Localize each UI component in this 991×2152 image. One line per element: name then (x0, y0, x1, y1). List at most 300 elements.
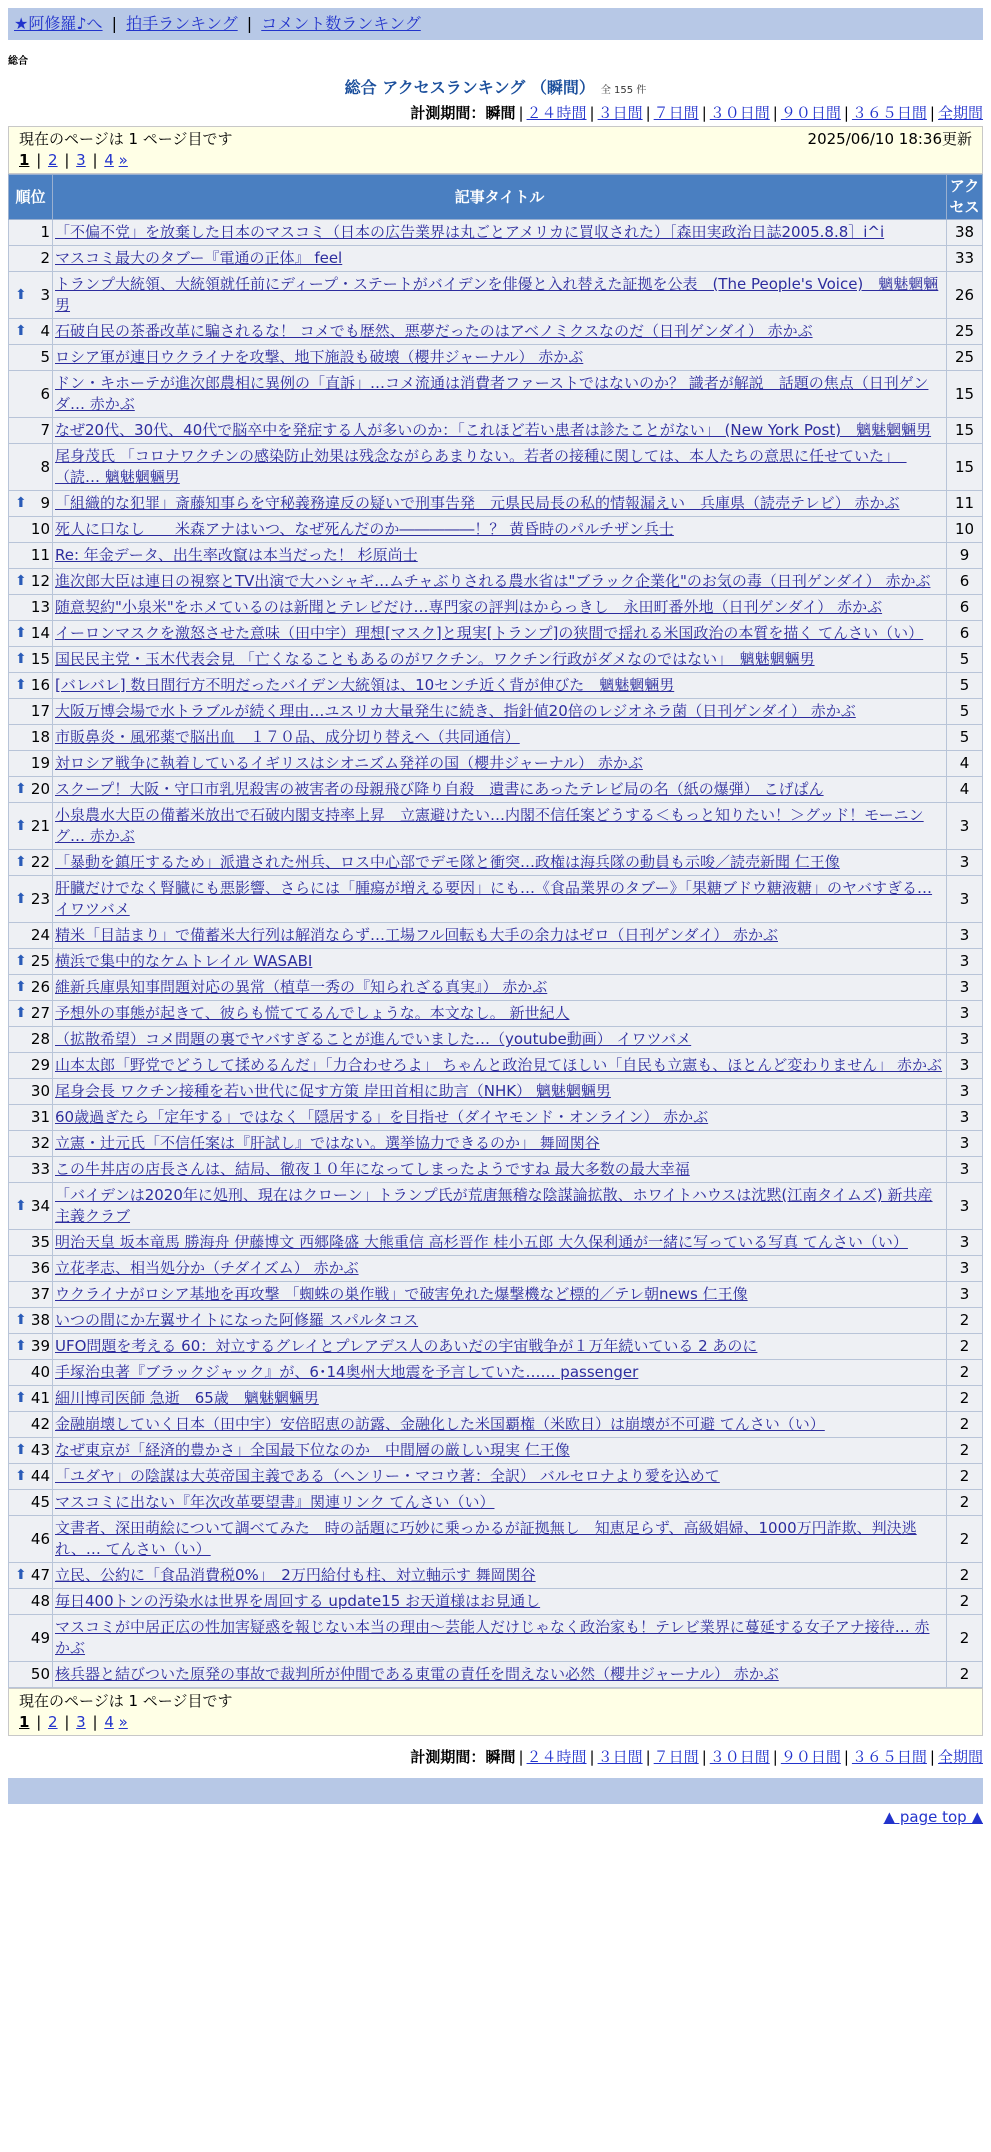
title-cell (53, 673, 947, 699)
title-cell (53, 647, 947, 673)
title-cell (53, 850, 947, 876)
article-link[interactable]: 「不偏不党」を放棄した日本のマスコミ（日本の広告業界は丸ごとアメリカに買収された）［森田実政治日誌2005.8.8］i^i (55, 223, 885, 241)
ranking-table (8, 174, 983, 1688)
access-count: 2 (947, 1662, 983, 1688)
article-link[interactable]: 尾身会長 ワクチン接種を若い世代に促す方策 岸田首相に助言（NHK） 魑魅魍魎男 (55, 1082, 611, 1100)
comment-ranking-link[interactable]: コメント数ランキング (261, 14, 421, 33)
rank-number: 34 (30, 1196, 50, 1215)
title-cell (53, 1334, 947, 1360)
rank-number: 43 (30, 1441, 50, 1459)
article-link[interactable]: 立民、公約に「食品消費税0%」 2万円給付も柱、対立軸示す 舞岡関谷 (55, 1566, 536, 1584)
article-link[interactable]: 市販鼻炎・風邪薬で脳出血 １７０品、成分切り替えへ（共同通信） (55, 728, 520, 746)
access-count: 11 (947, 491, 983, 517)
rank-cell (9, 1053, 53, 1079)
access-count: 6 (947, 569, 983, 595)
access-count: 3 (947, 975, 983, 1001)
rank-up-arrow-icon: ⬆ (15, 651, 27, 667)
title-cell (53, 1516, 947, 1563)
rank-cell (9, 1490, 53, 1516)
title-cell (53, 569, 947, 595)
period-separator: | (843, 104, 849, 122)
page-link[interactable]: 3 (76, 1713, 86, 1731)
rank-up-arrow-icon: ⬆ (15, 573, 27, 589)
access-count: 3 (947, 923, 983, 949)
rank-cell (9, 1464, 53, 1490)
home-link[interactable]: ★阿修羅♪へ (14, 14, 103, 33)
table-row (9, 1334, 983, 1360)
period-link[interactable]: ３日間 (597, 1748, 643, 1766)
page-top-area (8, 1808, 983, 1826)
article-link[interactable]: 死人に口なし 米森アナはいつ、なぜ死んだのか―――――！？ 黄昏時のパルチザン兵士 (55, 520, 674, 538)
access-count: 5 (947, 699, 983, 725)
rank-cell (9, 319, 53, 345)
access-count: 3 (947, 949, 983, 975)
rank-up-arrow-icon: ⬆ (15, 1468, 27, 1484)
article-link[interactable]: 手塚治虫著『ブラックジャック』が、6･14奥州大地震を予言していた…… passenger (55, 1363, 639, 1381)
next-page-link[interactable]: » (118, 151, 128, 169)
rank-number: 38 (30, 1311, 50, 1329)
article-link[interactable]: 「組織的な犯罪」斎藤知事らを守秘義務違反の疑いで刑事告発 元県民局長の私的情報漏えい 兵庫県（読売テレビ） 赤かぶ (55, 494, 900, 512)
access-count: 5 (947, 673, 983, 699)
period-link[interactable]: ７日間 (653, 104, 699, 122)
ranking-title: 総合 アクセスランキング （瞬間） (344, 78, 595, 97)
period-link[interactable]: ９０日間 (780, 104, 841, 122)
rank-up-arrow-icon: ⬆ (15, 495, 27, 511)
title-cell (53, 543, 947, 569)
pager-status-row (19, 1691, 972, 1712)
rank-cell (9, 725, 53, 751)
page-top-link[interactable]: ▲ page top ▲ (883, 1808, 983, 1826)
table-row (9, 418, 983, 444)
page-separator: | (87, 151, 103, 169)
title-cell (53, 725, 947, 751)
access-count: 3 (947, 1256, 983, 1282)
rank-number: 22 (30, 853, 50, 871)
footer-bar (8, 1778, 983, 1804)
period-link[interactable]: ２４時間 (526, 1748, 587, 1766)
table-row (9, 699, 983, 725)
article-link[interactable]: 細川博司医師 急逝 65歳 魑魅魍魎男 (55, 1389, 319, 1407)
article-link[interactable]: マスコミ最大のタブー『電通の正体』 feel (55, 249, 343, 267)
rank-up-arrow-icon: ⬆ (15, 1197, 27, 1214)
title-cell (53, 777, 947, 803)
table-row (9, 673, 983, 699)
title-cell (53, 1230, 947, 1256)
article-link[interactable]: マスコミが中居正広の性加害疑惑を報じない本当の理由〜芸能人だけじゃなく政治家も！テレビ業界に蔓延する女子アナ接待… 赤かぶ (55, 1618, 930, 1657)
title-cell (53, 699, 947, 725)
table-row (9, 1157, 983, 1183)
table-row (9, 621, 983, 647)
access-count: 3 (947, 1105, 983, 1131)
rank-number: 21 (30, 816, 50, 835)
article-link[interactable]: 核兵器と結びついた原発の事故で裁判所が仲間である東電の責任を問えない必然（櫻井ジャーナル） 赤かぶ (55, 1665, 779, 1683)
rank-number: 17 (30, 702, 50, 720)
rank-cell (9, 444, 53, 491)
rank-number: 19 (30, 754, 50, 772)
period-link[interactable]: ３６５日間 (851, 1748, 927, 1766)
title-cell (53, 1662, 947, 1688)
access-count: 25 (947, 345, 983, 371)
rank-up-arrow-icon: ⬆ (15, 1390, 27, 1406)
access-count: 3 (947, 803, 983, 850)
article-link[interactable]: この牛丼店の店長さんは、結局、徹夜１０年になってしまったようですね 最大多数の最大幸福 (55, 1160, 690, 1178)
article-link[interactable]: ドン・キホーテが進次郎農相に異例の「直訴」…コメ流通は消費者ファーストではないのか？ 識者が解説 話題の焦点（日刊ゲンダ… 赤かぶ (55, 374, 929, 413)
rank-number: 23 (30, 889, 50, 908)
article-link[interactable]: スクープ！大阪・守口市乳児殺害の被害者の母親飛び降り自殺 遺書にあったテレビ局の名（紙の爆弾） こげぱん (55, 780, 824, 798)
period-link[interactable]: ２４時間 (526, 104, 587, 122)
article-link[interactable]: なぜ20代、30代、40代で脳卒中を発症する人が多いのか：「これほど若い患者は診たことがない」 (New York Post) 魑魅魍魎男 (55, 421, 932, 439)
table-row (9, 876, 983, 923)
title-cell (53, 418, 947, 444)
table-row (9, 850, 983, 876)
period-link[interactable]: ７日間 (653, 1748, 699, 1766)
period-link[interactable]: ３０日間 (709, 104, 770, 122)
table-row (9, 1131, 983, 1157)
access-count: 6 (947, 621, 983, 647)
rank-number: 44 (30, 1467, 50, 1485)
article-link[interactable]: （拡散希望）コメ問題の裏でヤバすぎることが進んでいました…（youtube動画） イワツバメ (55, 1030, 692, 1048)
rank-up-arrow-icon: ⬆ (15, 677, 27, 693)
rank-cell (9, 751, 53, 777)
article-link[interactable]: 横浜で集中的なケムトレイル WASABI (55, 952, 313, 970)
article-link[interactable]: 肝臓だけでなく腎臓にも悪影響、さらには「腫瘍が増える要因」にも…《食品業界のタブー》「果糖ブドウ糖液糖」のヤバすぎる… イワツバメ (55, 879, 933, 918)
period-separator: | (929, 1748, 935, 1766)
table-row (9, 272, 983, 319)
rank-up-arrow-icon: ⬆ (15, 625, 27, 641)
title-cell (53, 1256, 947, 1282)
count-column-header: アクセス (947, 175, 983, 220)
rank-cell (9, 272, 53, 319)
next-page-link[interactable]: » (118, 1713, 128, 1731)
table-row (9, 1662, 983, 1688)
title-cell (53, 220, 947, 246)
article-link[interactable]: 対ロシア戦争に執着しているイギリスはシオニズム発祥の国（櫻井ジャーナル） 赤かぶ (55, 754, 643, 772)
pagination (19, 150, 972, 171)
rank-number: 3 (40, 285, 50, 304)
rank-column-header: 順位 (9, 175, 53, 220)
rank-number: 12 (30, 572, 50, 590)
rank-number: 27 (30, 1004, 50, 1022)
article-link[interactable]: 国民民主党・玉木代表会見 「亡くなることもあるのがワクチン。ワクチン行政がダメなのではない」 魑魅魍魎男 (55, 650, 815, 668)
rank-cell (9, 699, 53, 725)
article-link[interactable]: 進次郎大臣は連日の視察とTV出演で大ハシャギ…ムチャぶりされる農水省は"ブラック企業化"のお気の毒（日刊ゲンダイ） 赤かぶ (55, 572, 931, 590)
access-count: 26 (947, 272, 983, 319)
rank-cell (9, 1183, 53, 1230)
title-cell (53, 975, 947, 1001)
article-link[interactable]: 立憲・辻元氏「不信任案は『肝試し』ではない。選挙協力できるのか」 舞岡関谷 (55, 1134, 600, 1152)
article-link[interactable]: 精米「目詰まり」で備蓄米大行列は解消ならず…工場フル回転も大手の余力はゼロ（日刊ゲンダイ） 赤かぶ (55, 926, 778, 944)
title-column-header: 記事タイトル (53, 175, 947, 220)
rank-cell (9, 1079, 53, 1105)
rank-number: 45 (30, 1493, 50, 1511)
article-link[interactable]: ウクライナがロシア基地を再攻撃 「蜘蛛の巣作戦」で破害免れた爆撃機など標的／テレ朝news 仁王像 (55, 1285, 748, 1303)
period-separator: | (772, 104, 778, 122)
rank-number: 30 (30, 1082, 50, 1100)
table-row (9, 1256, 983, 1282)
page-separator: | (59, 1713, 75, 1731)
period-separator: | (589, 104, 595, 122)
table-row (9, 1412, 983, 1438)
article-link[interactable]: 石破自民の茶番改革に騙されるな！ コメでも歴然、悪夢だったのはアベノミクスなのだ（日刊ゲンダイ） 赤かぶ (55, 322, 813, 340)
table-row (9, 1027, 983, 1053)
rank-number: 39 (30, 1337, 50, 1355)
table-row (9, 1386, 983, 1412)
access-count: 33 (947, 246, 983, 272)
access-count: 3 (947, 1001, 983, 1027)
period-link[interactable]: ３０日間 (709, 1748, 770, 1766)
access-count: 3 (947, 1131, 983, 1157)
title-cell (53, 1615, 947, 1662)
access-count: 3 (947, 1027, 983, 1053)
rank-number: 42 (30, 1415, 50, 1433)
article-link[interactable]: 「ユダヤ」の陰謀は大英帝国主義である（ヘンリー・マコウ著：全訳） バルセロナより愛を込めて (55, 1467, 720, 1485)
article-link[interactable]: 明治天皇 坂本竜馬 勝海舟 伊藤博文 西郷隆盛 大熊重信 高杉晋作 桂小五郎 大久保利通が一緒に写っている写真 てんさい（い） (55, 1233, 908, 1251)
table-row (9, 1589, 983, 1615)
rank-number: 13 (30, 598, 50, 616)
table-row (9, 647, 983, 673)
access-count: 3 (947, 876, 983, 923)
rank-number: 9 (40, 494, 50, 512)
title-cell (53, 751, 947, 777)
period-link[interactable]: ９０日間 (780, 1748, 841, 1766)
article-link[interactable]: 山本太郎「野党でどうして揉めるんだ」「力合わせろよ」 ちゃんと政治見てほしい「自民も立憲も、ほとんど変わりません」 赤かぶ (55, 1056, 943, 1074)
title-cell (53, 949, 947, 975)
rank-cell (9, 517, 53, 543)
period-separator: | (645, 104, 651, 122)
rank-cell (9, 777, 53, 803)
rank-cell (9, 1256, 53, 1282)
title-cell (53, 272, 947, 319)
article-link[interactable]: トランプ大統領、大統領就任前にディープ・ステートがバイデンを俳優と入れ替えた証拠を公表 (The People's Voice) 魑魅魍魎男 (55, 275, 939, 314)
table-row (9, 949, 983, 975)
article-link[interactable]: 毎日400トンの汚染水は世界を周回する update15 お天道様はお見通し (55, 1592, 541, 1610)
title-cell (53, 1360, 947, 1386)
article-link[interactable]: 大阪万博会場で水トラブルが続く理由…ユスリカ大量発生に続き、指針値20倍のレジオネラ菌（日刊ゲンダイ） 赤かぶ (55, 702, 856, 720)
rank-cell (9, 1589, 53, 1615)
title-cell (53, 491, 947, 517)
article-link[interactable]: 「バイデンは2020年に処刑、現在はクローン」トランプ氏が荒唐無稽な陰謀論拡散、ホワイトハウスは沈黙(江南タイムズ) 新共産主義クラブ (55, 1186, 933, 1225)
access-count: 2 (947, 1464, 983, 1490)
rank-up-arrow-icon: ⬆ (15, 781, 27, 797)
rank-number: 14 (30, 624, 50, 642)
article-link[interactable]: 「暴動を鎮圧するため」派遣された州兵、ロス中心部でデモ隊と衝突…政権は海兵隊の動員も示唆／読売新聞 仁王像 (55, 853, 840, 871)
title-cell (53, 1053, 947, 1079)
title-cell (53, 1157, 947, 1183)
rank-number: 1 (40, 223, 50, 241)
rank-number: 16 (30, 676, 50, 694)
rank-number: 15 (30, 650, 50, 668)
table-row (9, 246, 983, 272)
period-link[interactable]: 全期間 (937, 104, 983, 122)
title-cell (53, 1183, 947, 1230)
rank-number: 8 (40, 457, 50, 476)
table-row (9, 543, 983, 569)
article-link[interactable]: UFO問題を考える 60：対立するグレイとプレアデス人のあいだの宇宙戦争が１万年続いている 2 あのに (55, 1337, 758, 1355)
rank-up-arrow-icon: ⬆ (15, 1338, 27, 1354)
title-cell (53, 246, 947, 272)
nav-separator: | (111, 14, 118, 33)
article-link[interactable]: 維新兵庫県知事問題対応の異常（植草一秀の『知られざる真実』） 赤かぶ (55, 978, 548, 996)
access-count: 25 (947, 319, 983, 345)
rank-cell (9, 491, 53, 517)
access-count: 10 (947, 517, 983, 543)
access-count: 2 (947, 1516, 983, 1563)
title-cell (53, 923, 947, 949)
rank-cell (9, 1105, 53, 1131)
article-link[interactable]: いつの間にか左翼サイトになった阿修羅 スパルタコス (55, 1311, 419, 1329)
rank-up-arrow-icon: ⬆ (15, 854, 27, 870)
page-link[interactable]: 4 (104, 1713, 114, 1731)
rank-cell (9, 1438, 53, 1464)
article-link[interactable]: イーロンマスクを激怒させた意味（田中宇）理想[マスク]と現実[トランプ]の狭間で揺れる米国政治の本質を描く てんさい（い） (55, 624, 924, 642)
article-link[interactable]: 予想外の事態が起きて、彼らも慌ててるんでしょうな。本文なし。 新世紀人 (55, 1004, 570, 1022)
title-cell (53, 1563, 947, 1589)
access-count: 2 (947, 1334, 983, 1360)
period-separator: | (518, 104, 524, 122)
rank-number: 4 (40, 322, 50, 340)
current-page: 1 (19, 1713, 30, 1731)
title-cell (53, 319, 947, 345)
rank-number: 50 (30, 1665, 50, 1683)
access-count: 15 (947, 444, 983, 491)
page-separator: | (59, 151, 75, 169)
rank-number: 48 (30, 1592, 50, 1610)
article-link[interactable]: 立花孝志、相当処分か（チダイズム） 赤かぶ (55, 1259, 359, 1277)
article-link[interactable]: マスコミに出ない『年次改革要望書』関連リンク てんさい（い） (55, 1493, 495, 1511)
title-cell (53, 595, 947, 621)
article-link[interactable]: 小泉農水大臣の備蓄米放出で石破内閣支持率上昇 立憲避けたい…内閣不信任案どうする＜もっと知りたい！＞グッド！モーニング… 赤かぶ (55, 806, 924, 845)
rank-cell (9, 1386, 53, 1412)
table-row (9, 1615, 983, 1662)
rank-number: 29 (30, 1056, 50, 1074)
title-cell (53, 1308, 947, 1334)
page-separator: | (31, 1713, 47, 1731)
pagination (19, 1712, 972, 1733)
access-count: 2 (947, 1386, 983, 1412)
title-cell (53, 1464, 947, 1490)
access-count: 2 (947, 1360, 983, 1386)
title-cell (53, 1438, 947, 1464)
article-link[interactable]: Re: 年金データ、出生率改竄は本当だった！ 杉原尚士 (55, 546, 418, 564)
section-label: 総合 (8, 56, 28, 67)
rank-cell (9, 569, 53, 595)
table-row (9, 1490, 983, 1516)
period-separator: | (645, 1748, 651, 1766)
rank-up-arrow-icon: ⬆ (15, 1442, 27, 1458)
table-row (9, 1563, 983, 1589)
article-link[interactable]: 文書者、深田萌絵について調べてみた 時の話題に巧妙に乗っかるが証拠無し 知恵足らず、高級娼婦、1000万円詐欺、判決逃れ、… てんさい（い） (55, 1519, 917, 1558)
access-count: 5 (947, 647, 983, 673)
rank-number: 40 (30, 1363, 50, 1381)
rank-number: 24 (30, 926, 50, 944)
rank-cell (9, 1662, 53, 1688)
rank-number: 5 (40, 348, 50, 366)
rank-up-arrow-icon: ⬆ (15, 1567, 27, 1583)
article-link[interactable]: 金融崩壊していく日本（田中宇）安倍昭恵の訪露、金融化した米国覇権（米欧日）は崩壊が不可避 てんさい（い） (55, 1415, 825, 1433)
rank-number: 35 (30, 1233, 50, 1251)
page-link[interactable]: 2 (48, 1713, 58, 1731)
rank-number: 2 (40, 249, 50, 267)
rank-cell (9, 673, 53, 699)
period-label: 計測期間： (410, 1748, 486, 1766)
period-link[interactable]: ３日間 (597, 104, 643, 122)
rank-number: 6 (40, 384, 50, 403)
table-row (9, 491, 983, 517)
title-cell (53, 621, 947, 647)
article-link[interactable]: 60歳過ぎたら「定年する」ではなく「隠居する」を目指せ（ダイヤモンド・オンライン） 赤かぶ (55, 1108, 709, 1126)
rank-number: 37 (30, 1285, 50, 1303)
period-link[interactable]: 全期間 (937, 1748, 983, 1766)
access-count: 5 (947, 725, 983, 751)
article-link[interactable]: 尾身茂氏 「コロナワクチンの感染防止効果は残念ながらあまりない。若者の接種に関しては、本人たちの意思に任せていた」 （読… 魑魅魍魎男 (55, 447, 907, 486)
page-link[interactable]: 3 (76, 151, 86, 169)
rank-number: 41 (30, 1389, 50, 1407)
access-count: 4 (947, 777, 983, 803)
rank-number: 26 (30, 978, 50, 996)
applause-ranking-link[interactable]: 拍手ランキング (126, 14, 238, 33)
rank-number: 25 (30, 952, 50, 970)
page-link[interactable]: 4 (104, 151, 114, 169)
rank-cell (9, 647, 53, 673)
rank-cell (9, 1027, 53, 1053)
article-link[interactable]: なぜ東京が「経済的豊かさ」全国最下位なのか 中間層の厳しい現実 仁王像 (55, 1441, 570, 1459)
rank-number: 20 (30, 780, 50, 798)
rank-up-arrow-icon: ⬆ (15, 979, 27, 995)
period-current: 瞬間 (485, 1748, 516, 1766)
rank-cell (9, 621, 53, 647)
table-row (9, 1001, 983, 1027)
rank-cell (9, 1282, 53, 1308)
rank-up-arrow-icon: ⬆ (15, 890, 27, 907)
period-link[interactable]: ３６５日間 (851, 104, 927, 122)
pager-top (8, 126, 983, 174)
access-count: 3 (947, 1230, 983, 1256)
period-label: 計測期間： (410, 104, 486, 122)
title-cell (53, 1589, 947, 1615)
access-count: 4 (947, 751, 983, 777)
page-separator: | (31, 151, 47, 169)
rank-cell (9, 1131, 53, 1157)
table-row (9, 1360, 983, 1386)
article-link[interactable]: ロシア軍が連日ウクライナを攻撃、地下施設も破壊（櫻井ジャーナル） 赤かぶ (55, 348, 584, 366)
title-cell (53, 876, 947, 923)
rank-cell (9, 975, 53, 1001)
access-count: 9 (947, 543, 983, 569)
rank-cell (9, 595, 53, 621)
access-count: 2 (947, 1438, 983, 1464)
page-link[interactable]: 2 (48, 151, 58, 169)
period-selector-top (8, 102, 983, 124)
rank-cell (9, 1360, 53, 1386)
pager-status: 現在のページは 1 ページ目です (19, 1692, 233, 1710)
page-separator: | (87, 1713, 103, 1731)
title-cell (53, 1131, 947, 1157)
period-separator: | (518, 1748, 524, 1766)
rank-cell (9, 1334, 53, 1360)
rank-cell (9, 923, 53, 949)
article-link[interactable]: [バレバレ] 数日間行方不明だったバイデン大統領は、10センチ近く背が伸びた 魑魅魍魎男 (55, 676, 675, 694)
nav-separator: | (246, 14, 253, 33)
period-separator: | (772, 1748, 778, 1766)
access-count: 2 (947, 1308, 983, 1334)
rank-cell (9, 220, 53, 246)
rank-cell (9, 949, 53, 975)
title-cell (53, 371, 947, 418)
rank-number: 7 (40, 421, 50, 439)
pager-status-row (19, 129, 972, 150)
rank-number: 46 (30, 1529, 50, 1548)
article-link[interactable]: 随意契約"小泉米"をホメているのは新聞とテレビだけ…専門家の評判はからっきし 永田町番外地（日刊ゲンダイ） 赤かぶ (55, 598, 883, 616)
